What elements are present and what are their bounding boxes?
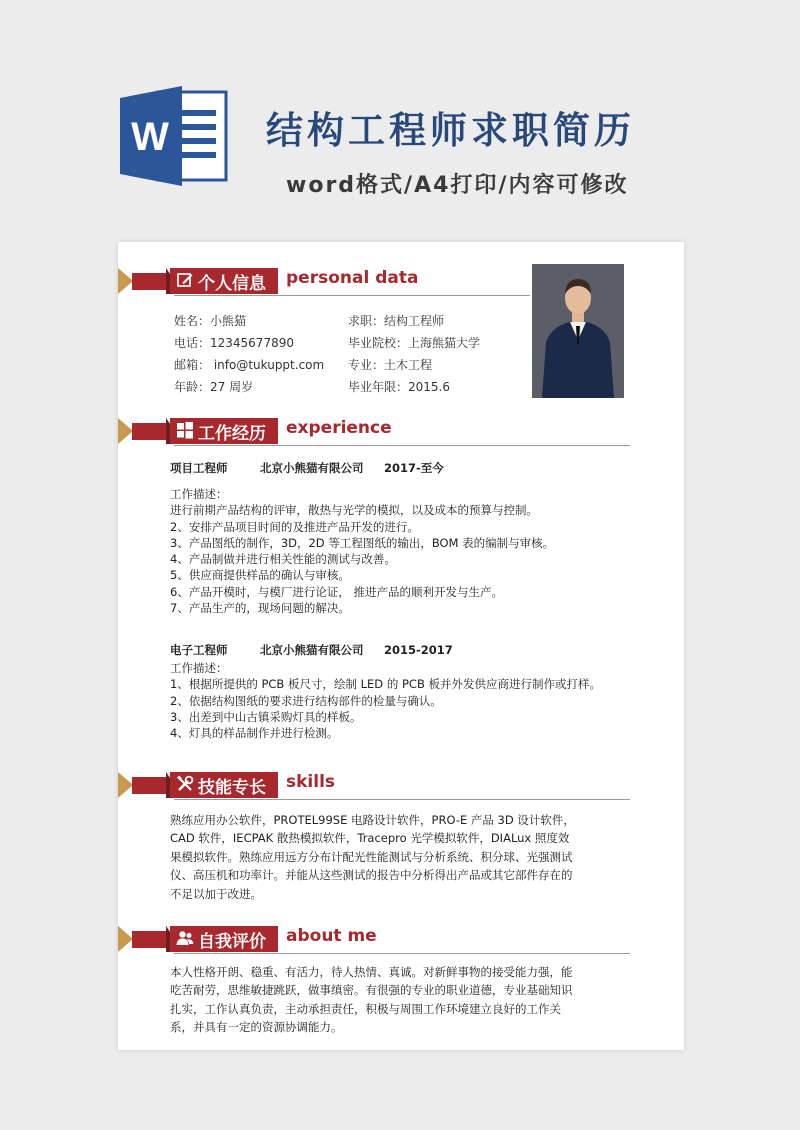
about-title-en: about me xyxy=(286,926,377,946)
page-subtitle: word格式/A4打印/内容可修改 xyxy=(286,173,629,198)
skills-title-en: skills xyxy=(286,772,336,792)
job-1-line: 2、安排产品项目时间的及推进产品开发的进行。 xyxy=(170,519,419,534)
about-text: 本人性格开朗、稳重、有活力，待人热情、真诚。对新鲜事物的接受能力强，能吃苦耐劳，思维敏捷跳跃，做事缜密。有很强的专业的职业道德，专业基础知识扎实，工作认真负责，主动承担责任，积极与周围工作环境建立良好的工作关系，并具有一定的资源协调能力。 xyxy=(170,965,573,1035)
job-2-title: 电子工程师 xyxy=(170,643,228,657)
job-2-header xyxy=(170,642,453,658)
info-graduation: 毕业年限：2015.6 xyxy=(348,380,450,394)
users-icon xyxy=(176,929,194,947)
section-header-skills xyxy=(118,772,684,802)
job-2-line: 3、出差到中山古镇采购灯具的样板。 xyxy=(170,709,362,724)
job-2-description xyxy=(170,660,601,741)
job-1-line: 4、产品制做并进行相关性能的测试与改善。 xyxy=(170,552,396,567)
info-major: 专业：土木工程 xyxy=(348,358,433,372)
experience-title-cn: 工作经历 xyxy=(198,424,266,444)
tools-icon xyxy=(176,775,194,793)
job-2-line: 2、依据结构图纸的要求进行结构部件的检量与确认。 xyxy=(170,693,442,708)
skills-title-cn: 技能专长 xyxy=(198,778,266,798)
info-position: 求职：结构工程师 xyxy=(348,314,445,328)
job-1-line: 进行前期产品结构的评审，散热与光学的模拟，以及成本的预算与控制。 xyxy=(170,503,538,518)
job-1-title: 项目工程师 xyxy=(170,461,228,475)
job-1-line: 3、产品图纸的制作，3D，2D 等工程图纸的输出，BOM 表的编制与审核。 xyxy=(170,535,555,550)
job-2-line: 4、灯具的样品制作并进行检测。 xyxy=(170,726,339,741)
job-2-line: 1、根据所提供的 PCB 板尺寸，绘制 LED 的 PCB 板并外发供应商进行制作或打样。 xyxy=(170,677,601,692)
experience-title-en: experience xyxy=(286,418,392,438)
job-2-line: 工作描述： xyxy=(170,661,228,675)
job-2-company: 北京小熊猫有限公司 xyxy=(260,643,364,657)
info-phone: 电话：12345677890 xyxy=(174,336,294,350)
job-1-header xyxy=(170,460,444,476)
info-name: 姓名：小熊猫 xyxy=(174,314,247,328)
section-header-experience xyxy=(118,418,684,448)
skills-text: 熟练应用办公软件，PROTEL99SE 电路设计软件，PRO-E 产品 3D 设计软件，CAD 软件，IECPAK 散热模拟软件，Tracepro 光学模拟软件，DIALux 照度效果模拟软件。熟练应用远方分布计配光性能测试与分析系统、积分球、光强测试仪、高压机和功率计。并能从这些测试的报告中分析得出产品或其它部件存在的不足以加于改进。 xyxy=(170,813,575,901)
section-header-about xyxy=(118,926,684,956)
job-2-period: 2015-2017 xyxy=(384,643,453,657)
page-title: 结构工程师求职简历 xyxy=(266,109,635,152)
info-age: 年龄：27 周岁 xyxy=(174,380,254,394)
job-1-company: 北京小熊猫有限公司 xyxy=(260,461,364,475)
word-logo-icon xyxy=(120,84,228,188)
personal-title-en: personal data xyxy=(286,268,419,288)
profile-photo xyxy=(532,264,624,398)
info-school: 毕业院校：上海熊猫大学 xyxy=(348,336,481,350)
info-email: 邮箱： info@tukuppt.com xyxy=(174,358,325,372)
about-title-cn: 自我评价 xyxy=(198,932,266,952)
job-1-period: 2017-至今 xyxy=(384,461,444,475)
logo-letter: W xyxy=(131,115,169,159)
job-1-line: 6、产品开模时，与模厂进行论证， 推进产品的顺利开发与生产。 xyxy=(170,584,503,599)
job-1-line: 7、产品生产的，现场问题的解决。 xyxy=(170,601,350,616)
windows-icon xyxy=(176,421,194,439)
personal-title-cn: 个人信息 xyxy=(198,274,266,294)
job-1-line: 5、供应商提供样品的确认与审核。 xyxy=(170,568,350,583)
job-1-description xyxy=(170,486,554,616)
job-1-line: 工作描述： xyxy=(170,487,228,501)
edit-icon xyxy=(176,271,194,289)
resume-paper xyxy=(118,242,684,1050)
